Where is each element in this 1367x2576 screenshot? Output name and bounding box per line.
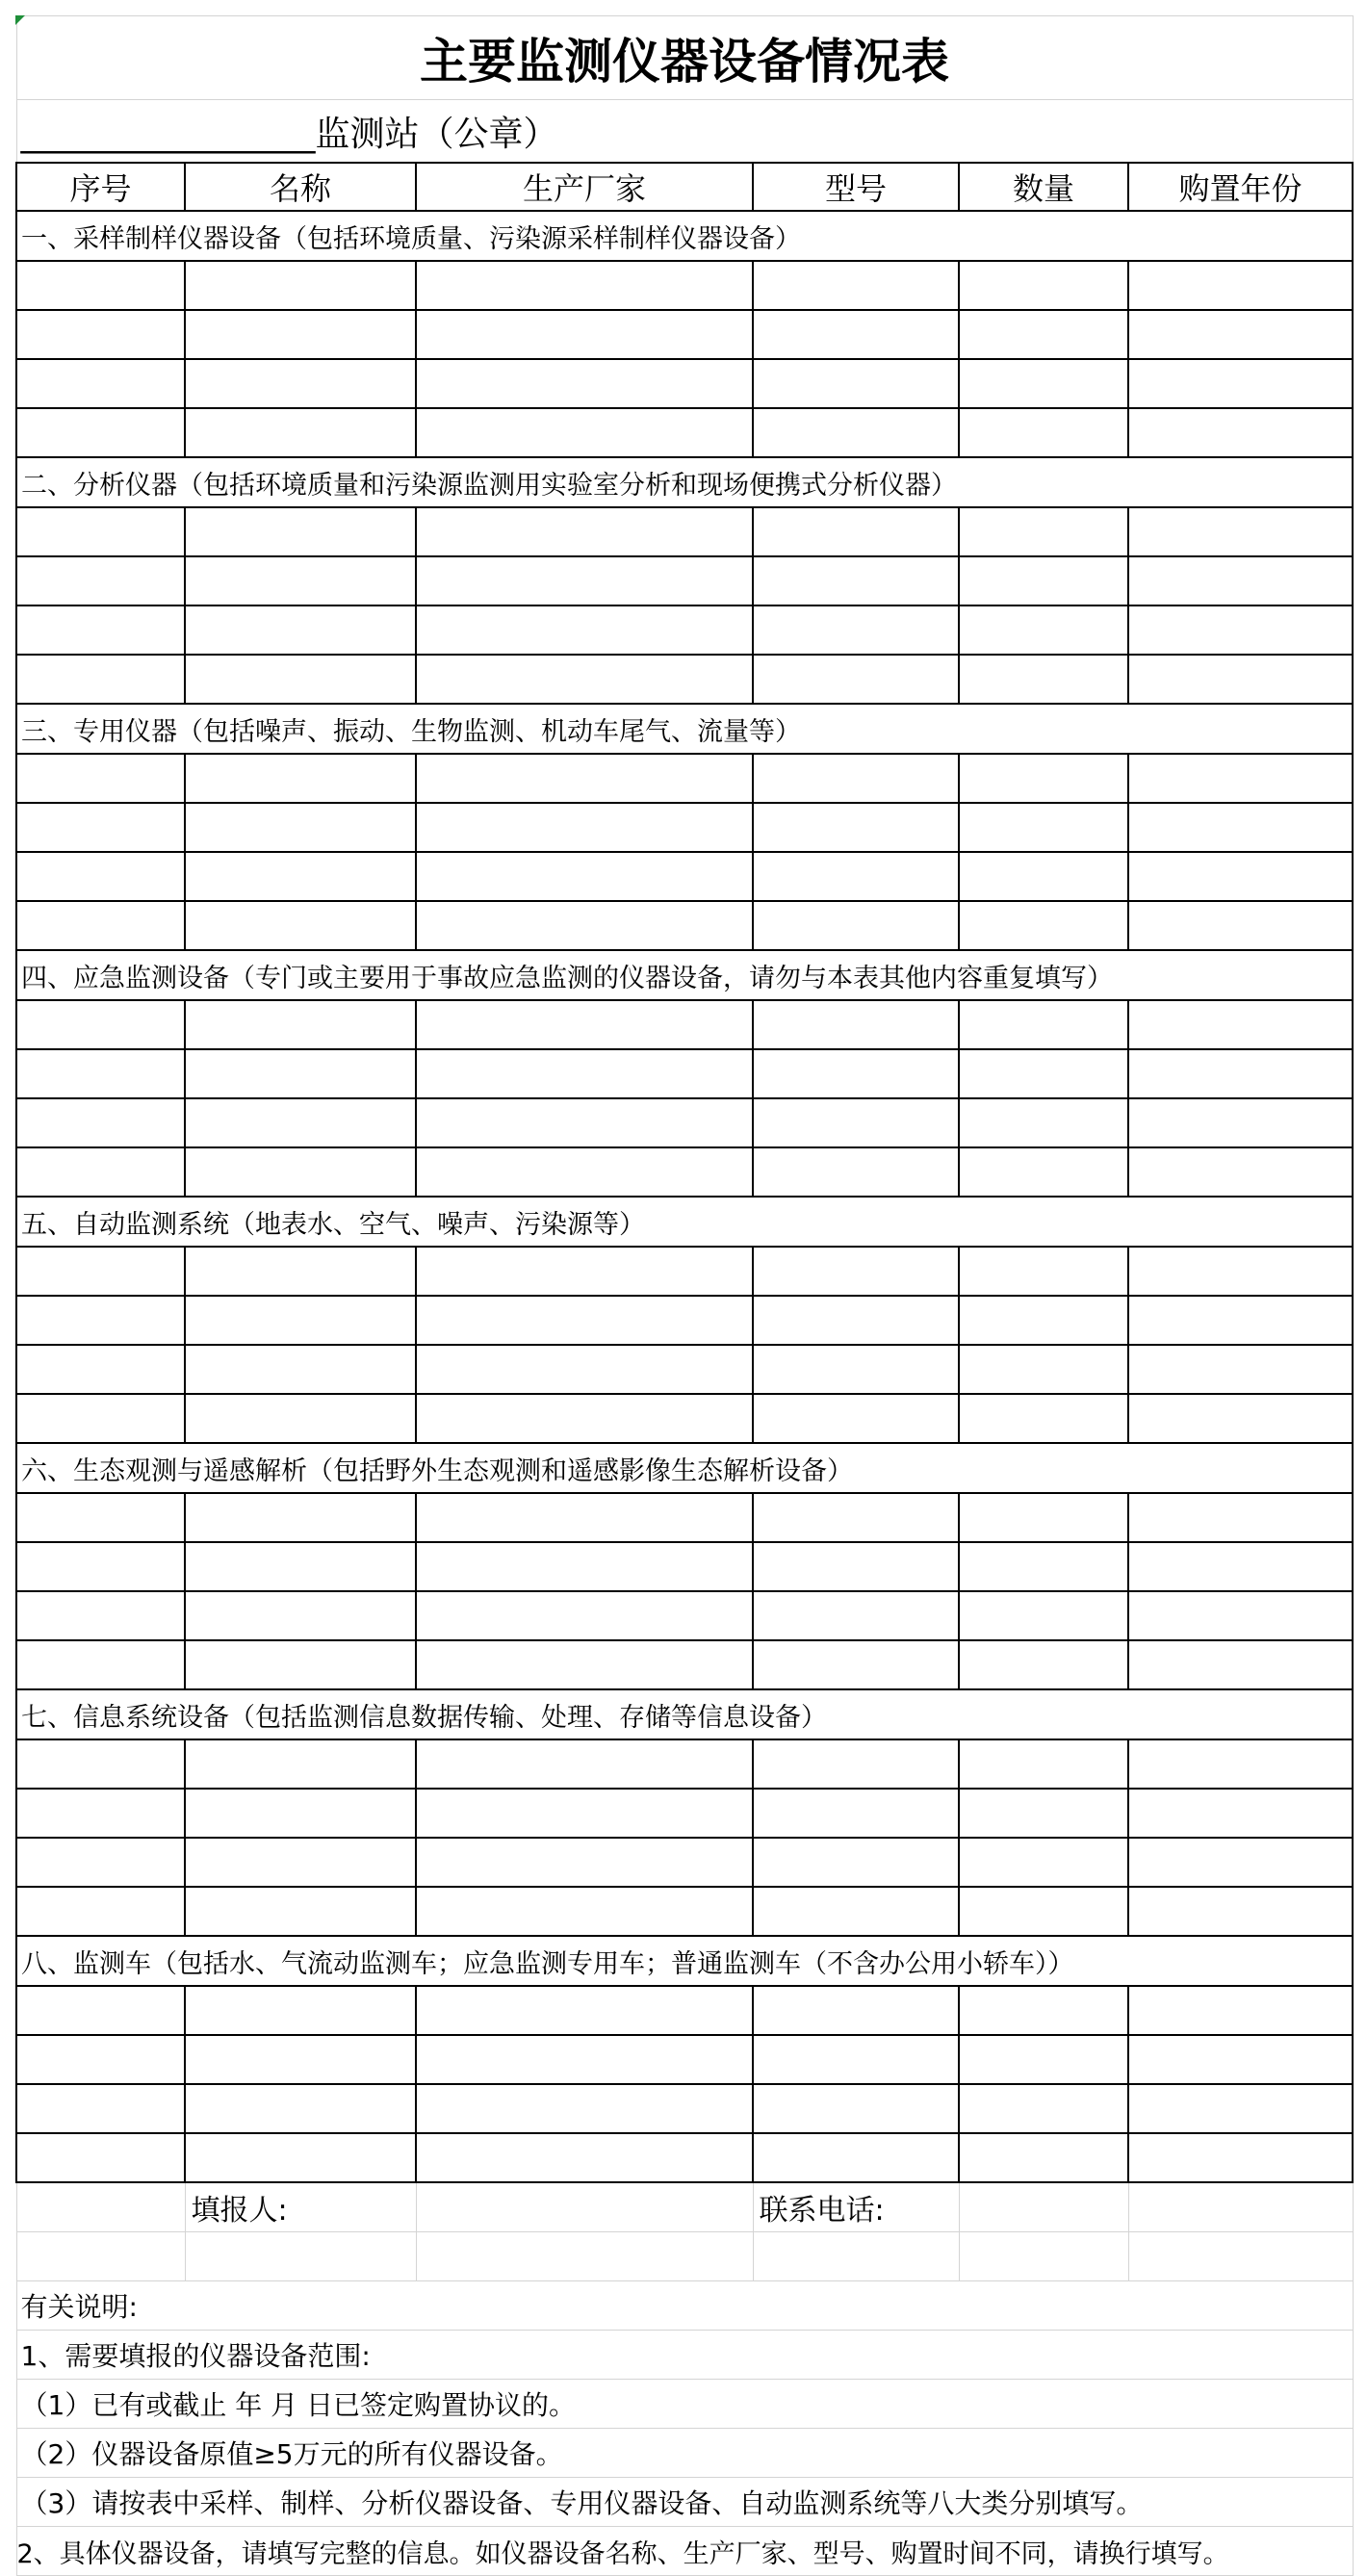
- cell-model[interactable]: [753, 1394, 959, 1443]
- note-row: [16, 2331, 1353, 2380]
- cell-model[interactable]: [753, 1591, 959, 1640]
- cell-model[interactable]: [753, 507, 959, 556]
- cell-manufacturer[interactable]: [416, 1049, 753, 1098]
- cell-index[interactable]: [16, 1049, 185, 1098]
- table-row: [16, 754, 1353, 803]
- cell-quantity[interactable]: [959, 1147, 1128, 1197]
- cell-manufacturer[interactable]: [416, 261, 753, 310]
- cell-index[interactable]: [16, 1789, 185, 1838]
- cell-quantity[interactable]: [959, 1098, 1128, 1147]
- cell-name[interactable]: [185, 2035, 416, 2084]
- cell-index[interactable]: [16, 1493, 185, 1542]
- column-header-purchase-year: 购置年份: [1128, 163, 1353, 211]
- cell-purchase-year[interactable]: [1128, 852, 1353, 901]
- section-row: [16, 1936, 1353, 1986]
- section-title: 一、采样制样仪器设备（包括环境质量、污染源采样制样仪器设备）: [16, 211, 1353, 261]
- cell-name[interactable]: [185, 655, 416, 704]
- cell-name[interactable]: [185, 261, 416, 310]
- cell-quantity[interactable]: [959, 1640, 1128, 1689]
- section-title: 七、信息系统设备（包括监测信息数据传输、处理、存储等信息设备）: [16, 1689, 1353, 1739]
- station-seal-line[interactable]: _________________监测站（公章）: [16, 100, 1353, 164]
- cell-quantity[interactable]: [959, 556, 1128, 605]
- table-row: [16, 2035, 1353, 2084]
- cell-model[interactable]: [753, 1247, 959, 1296]
- cell-name[interactable]: [185, 1049, 416, 1098]
- cell-manufacturer[interactable]: [416, 754, 753, 803]
- cell-manufacturer[interactable]: [416, 1493, 753, 1542]
- section-title: 六、生态观测与遥感解析（包括野外生态观测和遥感影像生态解析设备）: [16, 1443, 1353, 1493]
- reporter-row: [16, 2182, 1353, 2232]
- cell-index[interactable]: [16, 2133, 185, 2182]
- cell-model[interactable]: [753, 2035, 959, 2084]
- cell-model[interactable]: [753, 1887, 959, 1936]
- cell-model[interactable]: [753, 1098, 959, 1147]
- cell-quantity[interactable]: [959, 1049, 1128, 1098]
- cell-purchase-year[interactable]: [1128, 754, 1353, 803]
- note-row: [16, 2281, 1353, 2331]
- table-row: [16, 1098, 1353, 1147]
- cell-purchase-year[interactable]: [1128, 1542, 1353, 1591]
- cell-index[interactable]: [16, 1640, 185, 1689]
- cell-purchase-year[interactable]: [1128, 1591, 1353, 1640]
- cell-purchase-year[interactable]: [1128, 310, 1353, 359]
- empty-cell[interactable]: [185, 2232, 416, 2281]
- cell-quantity[interactable]: [959, 655, 1128, 704]
- reporter-label: 填报人:: [185, 2182, 416, 2232]
- cell-model[interactable]: [753, 1542, 959, 1591]
- cell-index[interactable]: [16, 1247, 185, 1296]
- cell-manufacturer[interactable]: [416, 1296, 753, 1345]
- section-row: [16, 704, 1353, 754]
- cell-quantity[interactable]: [959, 1591, 1128, 1640]
- cell-purchase-year[interactable]: [1128, 803, 1353, 852]
- note-text: （1）已有或截止 年 月 日已签定购置协议的。: [16, 2380, 1353, 2429]
- section-title: 五、自动监测系统（地表水、空气、噪声、污染源等）: [16, 1197, 1353, 1247]
- cell-model[interactable]: [753, 655, 959, 704]
- cell-model[interactable]: [753, 261, 959, 310]
- table-row: [16, 1394, 1353, 1443]
- cell-quantity[interactable]: [959, 1493, 1128, 1542]
- cell-index[interactable]: [16, 1345, 185, 1394]
- cell-manufacturer[interactable]: [416, 2035, 753, 2084]
- cell-manufacturer[interactable]: [416, 1394, 753, 1443]
- cell-quantity[interactable]: [959, 1296, 1128, 1345]
- reporter-input[interactable]: [416, 2182, 753, 2232]
- cell-name[interactable]: [185, 1000, 416, 1049]
- note-text: （2）仪器设备原值≥5万元的所有仪器设备。: [16, 2429, 1353, 2478]
- table-row: [16, 605, 1353, 655]
- column-header-name: 名称: [185, 163, 416, 211]
- cell-quantity[interactable]: [959, 852, 1128, 901]
- cell-manufacturer[interactable]: [416, 310, 753, 359]
- cell-purchase-year[interactable]: [1128, 1394, 1353, 1443]
- cell-manufacturer[interactable]: [416, 1789, 753, 1838]
- cell-model[interactable]: [753, 1296, 959, 1345]
- cell-quantity[interactable]: [959, 2133, 1128, 2182]
- cell-index[interactable]: [16, 655, 185, 704]
- empty-cell[interactable]: [1128, 2182, 1353, 2232]
- cell-name[interactable]: [185, 1986, 416, 2035]
- empty-cell[interactable]: [753, 2232, 959, 2281]
- blank-row: [16, 2232, 1353, 2281]
- cell-manufacturer[interactable]: [416, 556, 753, 605]
- cell-quantity[interactable]: [959, 408, 1128, 457]
- table-row: [16, 408, 1353, 457]
- table-row: [16, 1542, 1353, 1591]
- cell-model[interactable]: [753, 1640, 959, 1689]
- cell-purchase-year[interactable]: [1128, 1049, 1353, 1098]
- cell-quantity[interactable]: [959, 2035, 1128, 2084]
- cell-index[interactable]: [16, 605, 185, 655]
- table-row: [16, 2084, 1353, 2133]
- cell-manufacturer[interactable]: [416, 1986, 753, 2035]
- cell-quantity[interactable]: [959, 261, 1128, 310]
- cell-manufacturer[interactable]: [416, 655, 753, 704]
- cell-name[interactable]: [185, 359, 416, 408]
- cell-purchase-year[interactable]: [1128, 2084, 1353, 2133]
- cell-index[interactable]: [16, 2035, 185, 2084]
- cell-name[interactable]: [185, 408, 416, 457]
- cell-name[interactable]: [185, 2084, 416, 2133]
- cell-quantity[interactable]: [959, 1789, 1128, 1838]
- note-row: [16, 2380, 1353, 2429]
- column-header-model: 型号: [753, 163, 959, 211]
- cell-name[interactable]: [185, 901, 416, 950]
- cell-index[interactable]: [16, 1739, 185, 1789]
- cell-model[interactable]: [753, 359, 959, 408]
- cell-model[interactable]: [753, 1986, 959, 2035]
- cell-purchase-year[interactable]: [1128, 1345, 1353, 1394]
- table-row: [16, 1591, 1353, 1640]
- section-row: [16, 211, 1353, 261]
- table-row: [16, 556, 1353, 605]
- cell-index[interactable]: [16, 803, 185, 852]
- cell-model[interactable]: [753, 1345, 959, 1394]
- cell-purchase-year[interactable]: [1128, 2133, 1353, 2182]
- cell-manufacturer[interactable]: [416, 1640, 753, 1689]
- cell-index[interactable]: [16, 507, 185, 556]
- section-title: 二、分析仪器（包括环境质量和污染源监测用实验室分析和现场便携式分析仪器）: [16, 457, 1353, 507]
- cell-purchase-year[interactable]: [1128, 408, 1353, 457]
- table-row: [16, 1789, 1353, 1838]
- table-row: [16, 1838, 1353, 1887]
- cell-index[interactable]: [16, 359, 185, 408]
- cell-index[interactable]: [16, 1147, 185, 1197]
- cell-index[interactable]: [16, 1098, 185, 1147]
- equipment-table: [15, 15, 1354, 2576]
- table-row: [16, 359, 1353, 408]
- cell-manufacturer[interactable]: [416, 1247, 753, 1296]
- phone-label: 联系电话:: [753, 2182, 959, 2232]
- column-header-quantity: 数量: [959, 163, 1128, 211]
- cell-manufacturer[interactable]: [416, 1739, 753, 1789]
- page-title: 主要监测仪器设备情况表: [16, 16, 1353, 100]
- cell-purchase-year[interactable]: [1128, 1493, 1353, 1542]
- table-row: [16, 1345, 1353, 1394]
- note-text: 1、需要填报的仪器设备范围:: [16, 2331, 1353, 2380]
- cell-name[interactable]: [185, 605, 416, 655]
- cell-manufacturer[interactable]: [416, 1147, 753, 1197]
- cell-manufacturer[interactable]: [416, 605, 753, 655]
- cell-name[interactable]: [185, 556, 416, 605]
- cell-name[interactable]: [185, 1296, 416, 1345]
- cell-model[interactable]: [753, 408, 959, 457]
- spreadsheet: [15, 15, 1352, 2576]
- cell-quantity[interactable]: [959, 754, 1128, 803]
- cell-index[interactable]: [16, 1000, 185, 1049]
- section-title: 四、应急监测设备（专门或主要用于事故应急监测的仪器设备，请勿与本表其他内容重复填写）: [16, 950, 1353, 1000]
- cell-index[interactable]: [16, 754, 185, 803]
- cell-name[interactable]: [185, 754, 416, 803]
- table-row: [16, 803, 1353, 852]
- section-row: [16, 1689, 1353, 1739]
- cell-quantity[interactable]: [959, 1887, 1128, 1936]
- table-row: [16, 2133, 1353, 2182]
- table-row: [16, 1296, 1353, 1345]
- cell-purchase-year[interactable]: [1128, 605, 1353, 655]
- cell-purchase-year[interactable]: [1128, 1147, 1353, 1197]
- cell-model[interactable]: [753, 310, 959, 359]
- cell-quantity[interactable]: [959, 310, 1128, 359]
- cell-purchase-year[interactable]: [1128, 1640, 1353, 1689]
- cell-manufacturer[interactable]: [416, 803, 753, 852]
- note-row: [16, 2478, 1353, 2527]
- cell-purchase-year[interactable]: [1128, 261, 1353, 310]
- cell-name[interactable]: [185, 1887, 416, 1936]
- cell-name[interactable]: [185, 1098, 416, 1147]
- cell-quantity[interactable]: [959, 1345, 1128, 1394]
- cell-name[interactable]: [185, 1739, 416, 1789]
- section-title: 八、监测车（包括水、气流动监测车；应急监测专用车；普通监测车（不含办公用小轿车））: [16, 1936, 1353, 1986]
- cell-name[interactable]: [185, 1542, 416, 1591]
- cell-purchase-year[interactable]: [1128, 1000, 1353, 1049]
- table-row: [16, 1986, 1353, 2035]
- cell-purchase-year[interactable]: [1128, 1296, 1353, 1345]
- note-text: 有关说明:: [16, 2281, 1353, 2331]
- cell-model[interactable]: [753, 605, 959, 655]
- section-row: [16, 457, 1353, 507]
- empty-cell[interactable]: [959, 2232, 1128, 2281]
- cell-quantity[interactable]: [959, 1986, 1128, 2035]
- cell-quantity[interactable]: [959, 507, 1128, 556]
- cell-model[interactable]: [753, 1838, 959, 1887]
- cell-manufacturer[interactable]: [416, 1345, 753, 1394]
- cell-index[interactable]: [16, 408, 185, 457]
- section-row: [16, 1197, 1353, 1247]
- table-row: [16, 655, 1353, 704]
- table-row: [16, 1640, 1353, 1689]
- cell-name[interactable]: [185, 803, 416, 852]
- cell-name[interactable]: [185, 1838, 416, 1887]
- cell-manufacturer[interactable]: [416, 1000, 753, 1049]
- phone-input[interactable]: [959, 2182, 1128, 2232]
- cell-manufacturer[interactable]: [416, 1591, 753, 1640]
- cell-index[interactable]: [16, 556, 185, 605]
- table-row: [16, 1049, 1353, 1098]
- cell-quantity[interactable]: [959, 1000, 1128, 1049]
- table-row: [16, 310, 1353, 359]
- empty-cell[interactable]: [416, 2232, 753, 2281]
- cell-manufacturer[interactable]: [416, 507, 753, 556]
- table-row: [16, 901, 1353, 950]
- cell-model[interactable]: [753, 2133, 959, 2182]
- cell-quantity[interactable]: [959, 2084, 1128, 2133]
- cell-quantity[interactable]: [959, 803, 1128, 852]
- cell-purchase-year[interactable]: [1128, 2035, 1353, 2084]
- empty-cell[interactable]: [16, 2232, 185, 2281]
- table-row: [16, 507, 1353, 556]
- cell-model[interactable]: [753, 1147, 959, 1197]
- section-row: [16, 1443, 1353, 1493]
- column-header-row: [16, 163, 1353, 211]
- empty-cell[interactable]: [1128, 2232, 1353, 2281]
- cell-quantity[interactable]: [959, 1838, 1128, 1887]
- cell-name[interactable]: [185, 1394, 416, 1443]
- cell-name[interactable]: [185, 852, 416, 901]
- cell-corner-marker: [15, 15, 25, 25]
- cell-model[interactable]: [753, 1000, 959, 1049]
- cell-quantity[interactable]: [959, 1247, 1128, 1296]
- cell-manufacturer[interactable]: [416, 359, 753, 408]
- cell-model[interactable]: [753, 852, 959, 901]
- cell-name[interactable]: [185, 1147, 416, 1197]
- cell-purchase-year[interactable]: [1128, 359, 1353, 408]
- cell-name[interactable]: [185, 507, 416, 556]
- cell-index[interactable]: [16, 1296, 185, 1345]
- table-row: [16, 1739, 1353, 1789]
- cell-index[interactable]: [16, 1838, 185, 1887]
- cell-manufacturer[interactable]: [416, 2084, 753, 2133]
- note-row: [16, 2429, 1353, 2478]
- cell-index[interactable]: [16, 1394, 185, 1443]
- cell-index[interactable]: [16, 852, 185, 901]
- cell-purchase-year[interactable]: [1128, 1986, 1353, 2035]
- note-text: 2、具体仪器设备，请填写完整的信息。如仪器设备名称、生产厂家、型号、购置时间不同，请换行填写。: [16, 2527, 1353, 2576]
- cell-manufacturer[interactable]: [416, 408, 753, 457]
- cell-index[interactable]: [16, 901, 185, 950]
- cell-purchase-year[interactable]: [1128, 1789, 1353, 1838]
- cell-quantity[interactable]: [959, 1394, 1128, 1443]
- cell-purchase-year[interactable]: [1128, 1739, 1353, 1789]
- cell-quantity[interactable]: [959, 605, 1128, 655]
- cell-purchase-year[interactable]: [1128, 1098, 1353, 1147]
- cell-purchase-year[interactable]: [1128, 507, 1353, 556]
- cell-name[interactable]: [185, 1591, 416, 1640]
- cell-model[interactable]: [753, 1493, 959, 1542]
- cell-model[interactable]: [753, 1049, 959, 1098]
- cell-quantity[interactable]: [959, 359, 1128, 408]
- cell-manufacturer[interactable]: [416, 1098, 753, 1147]
- cell-name[interactable]: [185, 1789, 416, 1838]
- cell-index[interactable]: [16, 1887, 185, 1936]
- cell-name[interactable]: [185, 1345, 416, 1394]
- cell-model[interactable]: [753, 1739, 959, 1789]
- cell-quantity[interactable]: [959, 1739, 1128, 1789]
- cell-name[interactable]: [185, 1493, 416, 1542]
- section-row: [16, 950, 1353, 1000]
- cell-purchase-year[interactable]: [1128, 655, 1353, 704]
- table-row: [16, 1247, 1353, 1296]
- cell-index[interactable]: [16, 2084, 185, 2133]
- cell-manufacturer[interactable]: [416, 1887, 753, 1936]
- cell-purchase-year[interactable]: [1128, 901, 1353, 950]
- table-row: [16, 1887, 1353, 1936]
- cell-model[interactable]: [753, 556, 959, 605]
- cell-purchase-year[interactable]: [1128, 1887, 1353, 1936]
- cell-purchase-year[interactable]: [1128, 556, 1353, 605]
- table-row: [16, 261, 1353, 310]
- note-row: [16, 2527, 1353, 2576]
- cell-quantity[interactable]: [959, 901, 1128, 950]
- cell-model[interactable]: [753, 754, 959, 803]
- cell-name[interactable]: [185, 1247, 416, 1296]
- cell-purchase-year[interactable]: [1128, 1247, 1353, 1296]
- cell-model[interactable]: [753, 1789, 959, 1838]
- cell-manufacturer[interactable]: [416, 2133, 753, 2182]
- cell-name[interactable]: [185, 2133, 416, 2182]
- cell-manufacturer[interactable]: [416, 1542, 753, 1591]
- cell-name[interactable]: [185, 310, 416, 359]
- table-row: [16, 1000, 1353, 1049]
- cell-name[interactable]: [185, 1640, 416, 1689]
- cell-model[interactable]: [753, 2084, 959, 2133]
- cell-purchase-year[interactable]: [1128, 1838, 1353, 1887]
- cell-quantity[interactable]: [959, 1542, 1128, 1591]
- cell-index[interactable]: [16, 1542, 185, 1591]
- table-row: [16, 1493, 1353, 1542]
- column-header-manufacturer: 生产厂家: [416, 163, 753, 211]
- table-row: [16, 852, 1353, 901]
- cell-index[interactable]: [16, 261, 185, 310]
- cell-model[interactable]: [753, 901, 959, 950]
- table-row: [16, 1147, 1353, 1197]
- cell-index[interactable]: [16, 310, 185, 359]
- empty-cell[interactable]: [16, 2182, 185, 2232]
- cell-index[interactable]: [16, 1986, 185, 2035]
- cell-manufacturer[interactable]: [416, 1838, 753, 1887]
- note-text: （3）请按表中采样、制样、分析仪器设备、专用仪器设备、自动监测系统等八大类分别填写。: [16, 2478, 1353, 2527]
- cell-manufacturer[interactable]: [416, 852, 753, 901]
- cell-manufacturer[interactable]: [416, 901, 753, 950]
- cell-index[interactable]: [16, 1591, 185, 1640]
- cell-model[interactable]: [753, 803, 959, 852]
- section-title: 三、专用仪器（包括噪声、振动、生物监测、机动车尾气、流量等）: [16, 704, 1353, 754]
- column-header-index: 序号: [16, 163, 185, 211]
